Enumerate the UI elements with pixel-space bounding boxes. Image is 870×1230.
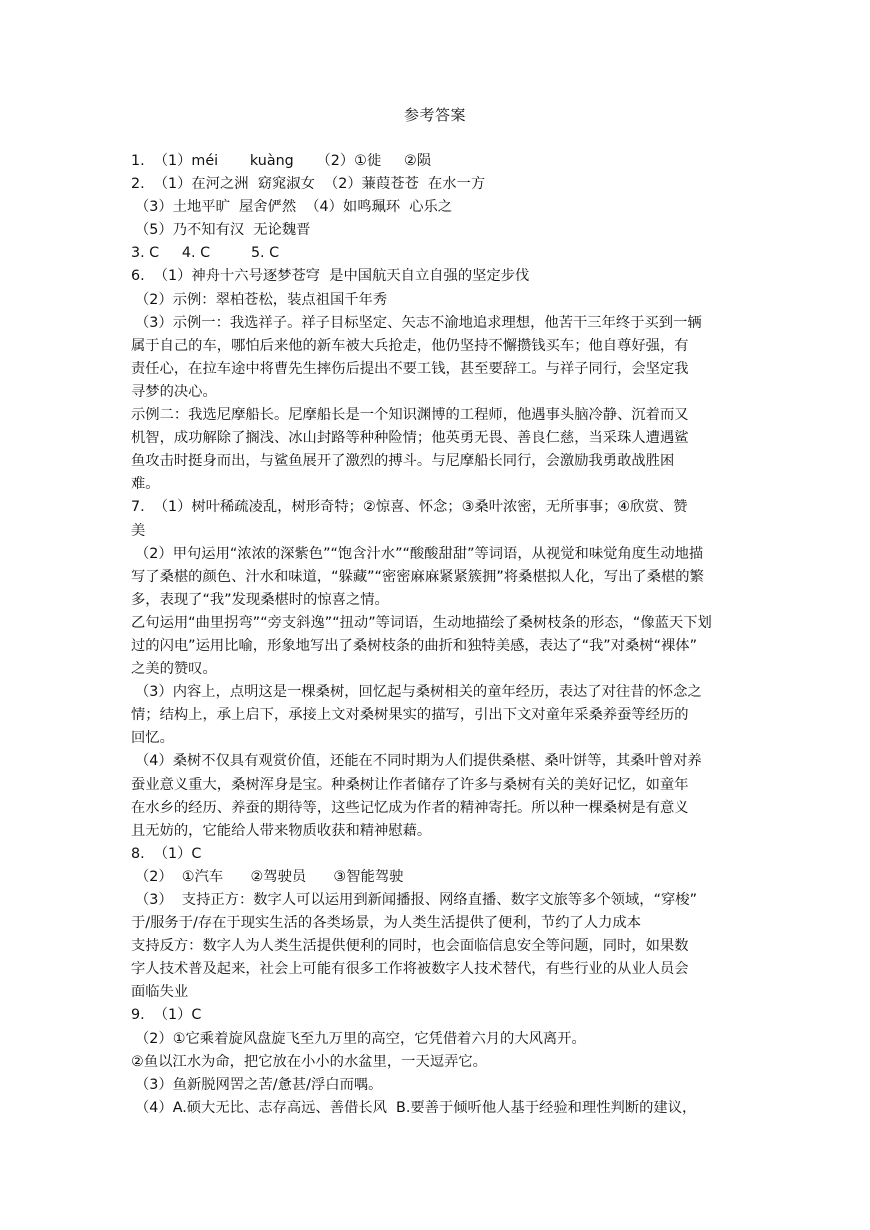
text-line: 乙句运用“曲里拐弯”“旁支斜逸”“扭动”等词语，生动地描绘了桑树枝条的形态，“像蓝天下划 xyxy=(131,614,712,631)
text-line: 字人技术普及起来，社会上可能有很多工作将被数字人技术替代，有些行业的从业人员会 xyxy=(131,961,689,978)
text-line: 过的闪电”运用比喻，形象地写出了桑树枝条的曲折和独特美感，表达了“我”对桑树“裸体” xyxy=(131,637,698,654)
text-line: 寻梦的决心。 xyxy=(131,383,217,400)
text-line: （3）内容上，点明这是一棵桑树，回忆起与桑树相关的童年经历，表达了对往昔的怀念之 xyxy=(135,684,702,701)
text-line: ②鱼以江水为命，把它放在小小的水盆里，一天逗弄它。 xyxy=(131,1053,487,1070)
text-line: 责任心，在拉车途中将曹先生摔伤后提出不要工钱，甚至要辞工。与祥子同行，会坚定我 xyxy=(131,360,689,377)
text-line: （2）示例：翠柏苍松，装点祖国千年秀 xyxy=(135,291,388,308)
text-line: 示例二：我选尼摩船长。尼摩船长是一个知识渊博的工程师，他遇事头脑冷静、沉着而又 xyxy=(131,407,689,424)
text-line: （4）A.硕大无比、志存高远、善借长风 B.要善于倾听他人基于经验和理性判断的建议， xyxy=(135,1099,697,1116)
text-line: （4）桑树不仅具有观赏价值，还能在不同时期为人们提供桑椹、桑叶饼等，其桑叶曾对养 xyxy=(135,753,702,770)
text-line: 1. （1）méi kuàng （2）①徙 ②陨 xyxy=(131,153,432,169)
text-line: （5）乃不知有汉 无论魏晋 xyxy=(135,222,311,239)
text-line: 机智，成功解除了搁浅、冰山封路等种种险情；他英勇无畏、善良仁慈，当采珠人遭遇鲨 xyxy=(131,430,689,447)
text-line: 之美的赞叹。 xyxy=(131,661,217,678)
text-line: 9. （1）C xyxy=(131,1007,202,1024)
text-line: 写了桑椹的颜色、汁水和味道，“躲藏”“密密麻麻紧紧簇拥”将桑椹拟人化，写出了桑椹的繁 xyxy=(131,568,704,585)
text-line: 8. （1）C xyxy=(131,845,202,862)
text-line: 于/服务于/存在于现实生活的各类场景，为人类生活提供了便利，节约了人力成本 xyxy=(131,915,642,932)
text-line: （2）甲句运用“浓浓的深紫色”“饱含汁水”“酸酸甜甜”等词语，从视觉和味觉角度生动地描 xyxy=(135,545,704,562)
text-line: 属于自己的车，哪怕后来他的新车被大兵抢走，他仍坚持不懈攒钱买车；他自尊好强，有 xyxy=(131,337,689,354)
text-line: 3. C 4. C 5. C xyxy=(131,245,280,262)
text-line: 支持反方：数字人为人类生活提供便利的同时，也会面临信息安全等问题，同时，如果数 xyxy=(131,938,689,955)
text-line: 多，表现了“我”发现桑椹时的惊喜之情。 xyxy=(131,591,389,608)
text-line: （3）鱼新脱网罟之苦/惫甚/浮白而喁。 xyxy=(135,1076,383,1093)
text-line: （3） 支持正方：数字人可以运用到新闻播报、网络直播、数字文旅等多个领域，“穿梭” xyxy=(135,892,697,908)
text-line: 面临失业 xyxy=(131,984,189,1001)
text-line: （2）①它乘着旋风盘旋飞至九万里的高空，它凭借着六月的大风离开。 xyxy=(135,1030,586,1047)
text-line: 6. （1）神舟十六号逐梦苍穹 是中国航天自立自强的坚定步伐 xyxy=(131,268,530,285)
text-line: 情；结构上，承上启下，承接上文对桑树果实的描写，引出下文对童年采桑养蚕等经历的 xyxy=(131,707,689,724)
text-line: 蚕业意义重大，桑树浑身是宝。种桑树让作者储存了许多与桑树有关的美好记忆，如童年 xyxy=(131,776,689,793)
text-line: 难。 xyxy=(131,476,160,493)
text-line: 美 xyxy=(131,522,146,539)
text-line: 在水乡的经历、养蚕的期待等，这些记忆成为作者的精神寄托。所以种一棵桑树是有意义 xyxy=(131,799,689,816)
text-line: 2. （1）在河之洲 窈窕淑女 （2）蒹葭苍苍 在水一方 xyxy=(131,176,486,193)
text-line: 鱼攻击时挺身而出，与鲨鱼展开了激烈的搏斗。与尼摩船长同行，会激励我勇敢战胜困 xyxy=(131,453,675,470)
page-title: 参考答案 xyxy=(403,106,466,124)
text-line: （2） ①汽车 ②驾驶员 ③智能驾驶 xyxy=(135,868,404,885)
text-line: 回忆。 xyxy=(131,730,174,747)
text-line: （3）示例一：我选祥子。祥子目标坚定、矢志不渝地追求理想，他苦干三年终于买到一辆 xyxy=(135,314,702,331)
text-line: （3）土地平旷 屋舍俨然 （4）如鸣珮环 心乐之 xyxy=(135,199,453,216)
answer-content xyxy=(131,150,741,1120)
text-line: 且无妨的，它能给人带来物质收获和精神慰藉。 xyxy=(131,822,432,839)
text-line: 7. （1）树叶稀疏凌乱，树形奇特；②惊喜、怀念；③桑叶浓密，无所事事；④欣赏、赞 xyxy=(131,499,688,516)
